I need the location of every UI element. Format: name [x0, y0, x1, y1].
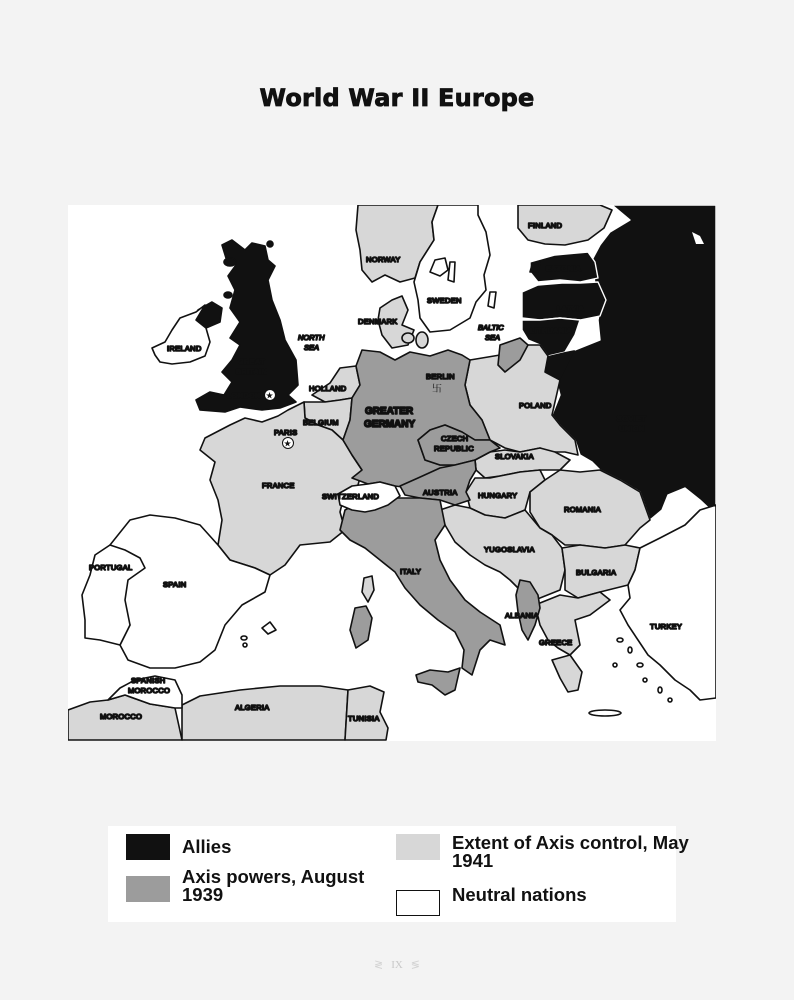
label-lithuania: LITHUANIA [530, 326, 572, 335]
svg-text:★: ★ [265, 390, 274, 401]
capital-star-paris-icon [283, 438, 294, 449]
label-tunisia: TUNISIA [348, 714, 380, 723]
europe-map [68, 205, 716, 741]
label-belgium: BELGIUM [303, 418, 339, 427]
label-sweden: SWEDEN [427, 296, 462, 305]
label-great-britain: GREAT [238, 357, 265, 366]
label-czech-republic: CZECH [441, 434, 469, 443]
legend-swatch-axis-control-1941 [396, 834, 440, 860]
label-bulgaria: BULGARIA [576, 568, 617, 577]
folio-ornament-left-icon: ≷ [373, 959, 384, 971]
legend-label-axis-control-1941: Extent of Axis control, May 1941 [452, 832, 689, 871]
label-estonia: ESTONIA [546, 264, 581, 273]
label-soviet-union-2: UNION [619, 424, 645, 433]
label-paris: PARIS [274, 428, 298, 437]
label-spanish-morocco-2: MOROCCO [128, 686, 171, 695]
label-portugal: PORTUGAL [89, 563, 133, 572]
legend-label-axis-1939: Axis powers, August 1939 [182, 866, 365, 905]
capital-star-london-icon [265, 390, 276, 401]
legend-swatch-neutral [396, 890, 440, 916]
label-morocco: MOROCCO [100, 712, 143, 721]
legend-item-axis-control-1941 [396, 834, 692, 870]
label-north-sea-2: SEA [304, 343, 320, 352]
label-berlin: BERLIN [426, 372, 455, 381]
region-sardinia [350, 606, 372, 648]
label-holland: HOLLAND [309, 384, 347, 393]
page-folio [0, 958, 794, 971]
legend-item-allies [126, 834, 231, 860]
label-greater-germany: GREATER [365, 406, 414, 417]
label-finland: FINLAND [528, 221, 563, 230]
region-latvia [522, 282, 606, 320]
label-slovakia: SLOVAKIA [495, 452, 534, 461]
label-austria: AUSTRIA [423, 488, 458, 497]
folio-ornament-right-icon: ≶ [410, 959, 421, 971]
swastika-berlin-icon: 卐 [432, 384, 442, 395]
region-algeria [182, 686, 348, 740]
region-corsica [362, 576, 374, 602]
label-north-sea: NORTH [298, 333, 325, 342]
label-soviet-union: SOVIET [617, 414, 647, 423]
label-turkey: TURKEY [650, 622, 683, 631]
label-france: FRANCE [262, 481, 295, 490]
label-czech-republic-2: REPUBLIC [434, 444, 474, 453]
label-spanish-morocco: SPANISH [131, 676, 166, 685]
label-albania: ALBANIA [505, 611, 539, 620]
label-ireland: IRELAND [167, 344, 202, 353]
label-romania: ROMANIA [564, 505, 602, 514]
svg-text:★: ★ [283, 438, 292, 449]
region-peloponnese [552, 655, 582, 692]
legend-swatch-axis-1939 [126, 876, 170, 902]
label-spain: SPAIN [163, 580, 187, 589]
label-baltic-sea-2: SEA [485, 333, 501, 342]
region-tunisia [345, 686, 388, 740]
legend-item-axis-1939 [126, 868, 392, 904]
region-sicily [416, 668, 460, 695]
folio-number: IX [391, 959, 403, 971]
label-greater-germany-2: GERMANY [364, 419, 416, 430]
label-yugoslavia: YUGOSLAVIA [484, 545, 535, 554]
label-latvia: LATVIA [557, 304, 585, 313]
map-legend [108, 826, 689, 922]
label-algeria: ALGERIA [235, 703, 270, 712]
label-greece: GREECE [539, 638, 573, 647]
label-great-britain-2: BRITAIN [236, 367, 268, 376]
label-poland: POLAND [519, 401, 552, 410]
legend-label-allies: Allies [182, 836, 232, 857]
label-italy: ITALY [400, 567, 422, 576]
label-hungary: HUNGARY [478, 491, 518, 500]
label-london: LONDON [227, 391, 261, 400]
label-denmark: DENMARK [358, 317, 398, 326]
page-title: World War II Europe [259, 84, 535, 112]
label-norway: NORWAY [366, 255, 401, 264]
legend-label-neutral: Neutral nations [452, 884, 587, 905]
label-baltic-sea: BALTIC [478, 323, 504, 332]
legend-item-neutral [396, 884, 587, 916]
label-switzerland: SWITZERLAND [322, 492, 380, 501]
legend-swatch-allies [126, 834, 170, 860]
